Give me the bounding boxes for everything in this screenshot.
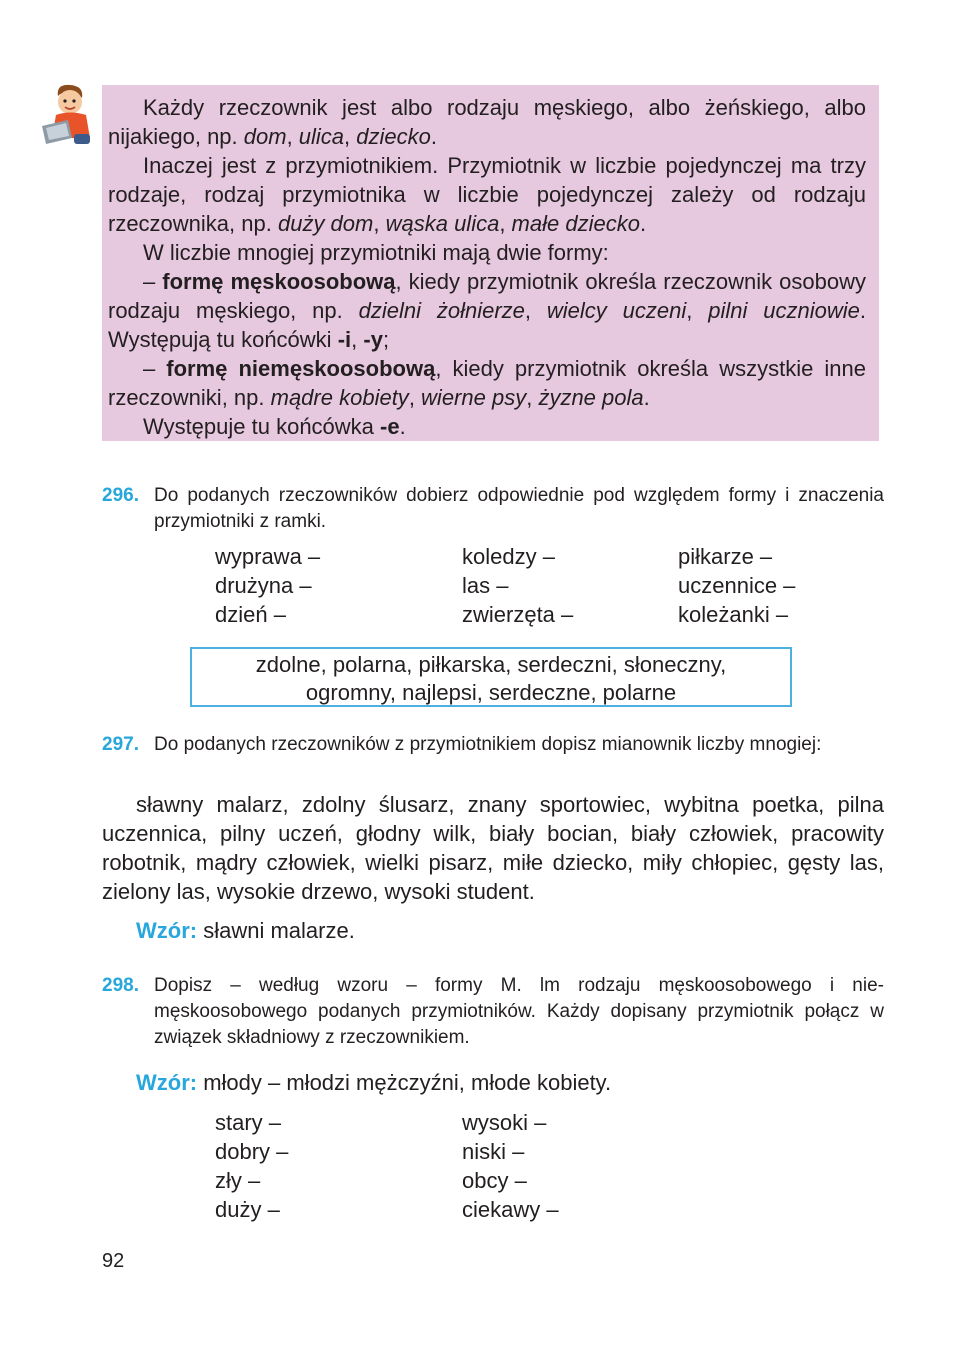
rule-paragraph-3: W liczbie mnogiej przymiotniki mają dwie formy: [143,240,609,265]
word-box-line-2: ogromny, najlepsi, serdeczne, polarne [305,680,677,705]
exercise-298-example [136,1068,611,1097]
rule-paragraph-1: Każdy rzeczownik jest albo rodzaju męskiego, albo żeńskiego, albo nijakiego, np. dom, ulica, dziecko. [108,95,866,149]
noun-item: uczennice – [678,573,796,598]
adjective-item: dobry – [215,1139,289,1164]
adjective-item: niski – [462,1139,525,1164]
rule-paragraph-6: Występuje tu końcówka -e. [143,414,406,439]
exercise-298-adjectives [215,1108,715,1226]
noun-item: piłkarze – [678,544,773,569]
rule-paragraph-4: – formę męskoosobową, kiedy przymiotnik określa rzeczownik osobowy rodzaju męskiego, np. dzielni żołnierze, wielcy uczeni, pilni uczniowie. Występują tu końcówki -i, -y; [108,269,866,352]
exercise-296-instruction: 296. Do podanych rzeczowników dobierz odpowiednie pod względem formy i znaczenia przymiotniki z ramki. [102,485,884,532]
noun-column-1 [215,542,320,629]
adjective-item: stary – [215,1110,282,1135]
adjective-item: ciekawy – [462,1197,559,1222]
exercise-297-instruction: 297. Do podanych rzeczowników z przymiotnikiem dopisz mianownik liczby mnogiej: [102,732,884,758]
exercise-number: 296. [102,485,139,506]
adjective-column-2 [462,1108,559,1224]
example-text: sławni malarze. [197,918,355,943]
adjective-column-1 [215,1108,288,1224]
exercise-298 [102,973,884,1051]
exercise-297 [102,732,884,758]
grammar-rule-box [102,85,879,441]
example-label: Wzór: [136,1070,198,1095]
noun-column-2 [462,542,573,629]
noun-item: zwierzęta – [462,602,574,627]
exercise-296 [102,483,884,535]
rule-paragraph-2: Inaczej jest z przymiotnikiem. Przymiotnik w liczbie pojedynczej ma trzy rodzaje, rodzaj przymiotnika w liczbie pojedynczej zależy od rodzaju rzeczownika, np. duży dom, wąska ulica, małe dziecko. [108,153,866,236]
exercise-297-text: sławny malarz, zdolny ślusarz, znany sportowiec, wybitna poetka, pilna uczennica, pilny uczeń, głodny wilk, biały bocian, biały człowiek, pracowity robotnik, mądry człowiek, wielki pisarz, miłe dziecko, miły chłopiec, gęsty las, zielony las, wysokie drzewo, wysoki student. [102,792,884,904]
exercise-298-instruction: 298. Dopisz – według wzoru – formy M. lm rodzaju męskoosobowego i niemęskoosobowego podanych przymiotników. Każdy dopisany przymiotnik połącz w związek składniowy z rzeczownikiem. [102,975,884,1048]
example-label: Wzór: [136,918,198,943]
noun-item: koleżanki – [678,602,789,627]
noun-item: drużyna – [215,573,312,598]
example-text: młody – młodzi mężczyźni, młode kobiety. [197,1070,612,1095]
noun-item: koledzy – [462,544,555,569]
adjective-item: wysoki – [462,1110,547,1135]
page-number: 92 [102,1250,125,1272]
adjective-word-box [190,647,792,707]
noun-item: dzień – [215,602,286,627]
noun-item: wyprawa – [215,544,321,569]
exercise-number: 297. [102,734,139,755]
noun-column-3 [678,542,795,629]
rule-paragraph-5: – formę niemęskoosobową, kiedy przymiotnik określa wszystkie inne rzeczowniki, np. mądre kobiety, wierne psy, żyzne pola. [108,356,866,410]
boy-with-laptop-illustration [38,82,102,148]
exercise-296-nouns [215,542,815,630]
exercise-number: 298. [102,975,139,996]
adjective-item: obcy – [462,1168,527,1193]
adjective-item: duży – [215,1197,280,1222]
noun-item: las – [462,573,509,598]
word-box-line-1: zdolne, polarna, piłkarska, serdeczni, słoneczny, [255,652,727,677]
exercise-297-example [136,916,355,945]
adjective-item: zły – [215,1168,261,1193]
